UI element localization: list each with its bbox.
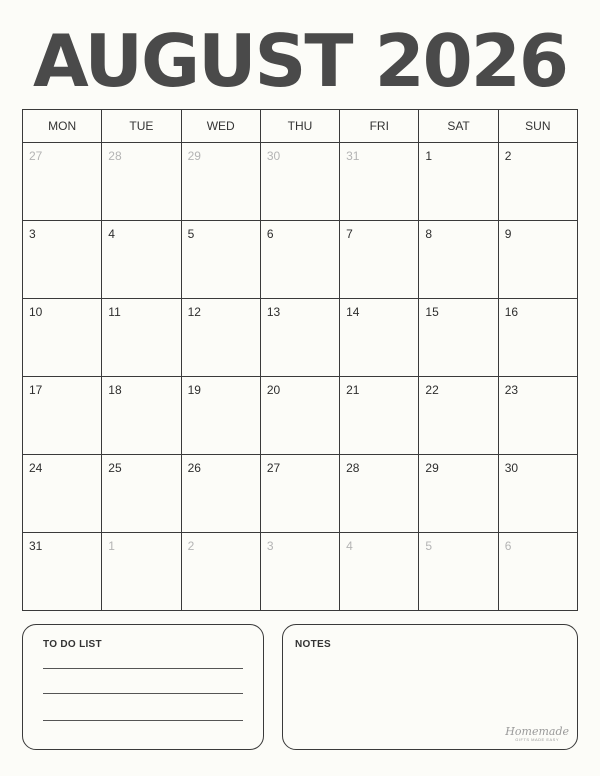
day-cell: [498, 221, 577, 299]
day-number: 28: [108, 149, 122, 163]
day-number: 16: [504, 305, 519, 319]
day-number: 19: [187, 383, 201, 397]
day-number: 14: [346, 305, 360, 319]
day-cell: [340, 221, 419, 299]
day-cell-outside-month: [102, 533, 181, 611]
todo-line: [43, 668, 243, 669]
day-cell-outside-month: [102, 143, 181, 221]
day-cell-outside-month: [419, 533, 498, 611]
weekday-header-row: [23, 110, 578, 143]
day-number: 23: [504, 383, 519, 397]
logo-tagline: GIFTS MADE EASY: [515, 737, 560, 742]
day-cell: [23, 455, 102, 533]
day-cell: [260, 221, 339, 299]
day-cell: [102, 221, 181, 299]
week-row: [23, 455, 578, 533]
calendar-grid: [22, 109, 578, 611]
day-number: 3: [29, 227, 36, 241]
day-cell: [181, 377, 260, 455]
day-number: 30: [504, 461, 519, 475]
day-number: 17: [29, 383, 43, 397]
day-number: 21: [346, 383, 360, 397]
day-cell-outside-month: [181, 533, 260, 611]
day-number: 10: [29, 305, 43, 319]
day-cell-outside-month: [260, 143, 339, 221]
day-number: 25: [108, 461, 122, 475]
day-number: 8: [425, 227, 433, 241]
day-number: 15: [425, 305, 439, 319]
day-number: 18: [108, 383, 122, 397]
day-number: 7: [346, 227, 353, 241]
day-cell-outside-month: [340, 533, 419, 611]
day-cell: [340, 377, 419, 455]
day-number: 26: [187, 461, 201, 475]
day-number: 31: [29, 539, 43, 553]
day-number: 27: [29, 149, 43, 163]
day-number: 1: [108, 539, 115, 553]
weekday-header: TUE: [102, 110, 181, 143]
day-number: 6: [266, 227, 274, 241]
day-cell: [23, 221, 102, 299]
day-cell: [340, 455, 419, 533]
day-number: 11: [108, 305, 121, 319]
notes-box: [282, 624, 578, 750]
day-cell: [419, 377, 498, 455]
day-number: 5: [425, 539, 433, 553]
day-number: 1: [425, 149, 433, 163]
todo-line: [43, 720, 243, 721]
day-cell: [102, 299, 181, 377]
day-cell: [419, 221, 498, 299]
day-cell: [419, 299, 498, 377]
day-number: 24: [29, 461, 43, 475]
logo-wordmark: Homemade: [505, 725, 569, 738]
day-number: 13: [266, 305, 281, 319]
day-number: 29: [425, 461, 439, 475]
day-cell: [340, 299, 419, 377]
day-cell: [23, 533, 102, 611]
day-cell: [181, 221, 260, 299]
weekday-header: MON: [23, 110, 102, 143]
day-number: 22: [425, 383, 439, 397]
notes-title: NOTES: [295, 639, 331, 650]
day-cell: [419, 455, 498, 533]
day-cell: [181, 455, 260, 533]
day-cell-outside-month: [23, 143, 102, 221]
day-cell: [498, 299, 577, 377]
weekday-header: SAT: [419, 110, 498, 143]
day-cell: [260, 455, 339, 533]
weekday-header: SUN: [498, 110, 577, 143]
day-cell-outside-month: [340, 143, 419, 221]
day-number: 2: [504, 149, 512, 163]
day-cell: [260, 377, 339, 455]
day-number: 28: [346, 461, 360, 475]
day-number: 29: [187, 149, 201, 163]
day-cell: [181, 299, 260, 377]
todo-line: [43, 693, 243, 694]
week-row: [23, 143, 578, 221]
day-cell-outside-month: [260, 533, 339, 611]
weekday-header: FRI: [340, 110, 419, 143]
day-number: 31: [346, 149, 360, 163]
day-number: 5: [187, 227, 195, 241]
day-cell: [498, 377, 577, 455]
day-number: 2: [187, 539, 195, 553]
day-number: 30: [266, 149, 281, 163]
day-number: 4: [346, 539, 353, 553]
day-cell-outside-month: [498, 533, 577, 611]
week-row: [23, 299, 578, 377]
day-cell: [23, 299, 102, 377]
week-row: [23, 533, 578, 611]
calendar-body: [23, 143, 578, 611]
week-row: [23, 221, 578, 299]
day-number: 4: [108, 227, 115, 241]
day-number: 12: [187, 305, 201, 319]
day-number: 27: [266, 461, 281, 475]
day-cell: [23, 377, 102, 455]
day-cell: [419, 143, 498, 221]
day-cell: [102, 455, 181, 533]
day-cell-outside-month: [181, 143, 260, 221]
day-cell: [498, 455, 577, 533]
todo-list-box: [22, 624, 264, 750]
day-cell: [102, 377, 181, 455]
weekday-header: WED: [181, 110, 260, 143]
day-number: 6: [504, 539, 512, 553]
day-number: 9: [504, 227, 512, 241]
week-row: [23, 377, 578, 455]
day-number: 3: [266, 539, 274, 553]
day-cell: [498, 143, 577, 221]
page-title: AUGUST 2026: [33, 19, 567, 103]
day-cell: [260, 299, 339, 377]
day-number: 20: [266, 383, 281, 397]
todo-list-title: TO DO LIST: [43, 639, 102, 650]
weekday-header: THU: [260, 110, 339, 143]
brand-logo: [505, 726, 569, 743]
